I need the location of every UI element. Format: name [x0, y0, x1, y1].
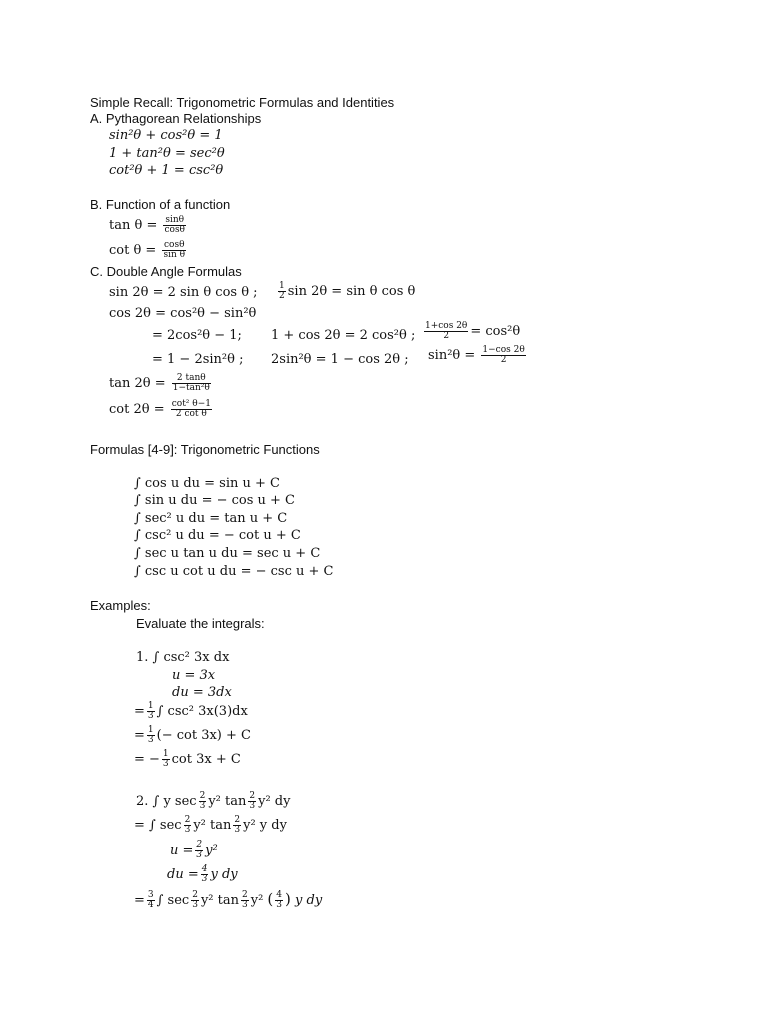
tan-double-angle: tan 2θ = $\frac{2 \tan\theta}{\text{1−tan²θ}}$ [109, 373, 210, 393]
example-1-step-2: = $\frac{1}{3}$ (− cot 3x) + C [134, 725, 251, 745]
cot-double-angle: cot 2θ = $\frac{\text{cot² θ−1}}{\text{2 cot θ}}$ [109, 399, 211, 419]
integral-formula-sec-squared: ∫ sec² u du = tan u + C [134, 511, 288, 526]
example-1-sub-du: du = 3dx [172, 685, 232, 700]
integral-formula-cos: ∫ cos u du = sin u + C [134, 476, 280, 491]
example-2-final-step: = $\frac{3}{4}$ ∫ sec $\frac{2}{3}$ y² tan $\frac{2}{3}$ y² ( $\frac{4}{3}$ ) y dy [134, 890, 323, 910]
example-2-problem: 2. ∫ y sec $\frac{2}{3}$ y² tan $\frac{2}{3}$ y² dy [136, 791, 291, 811]
pythagorean-identity-3: cot²θ + 1 = csc²θ [109, 163, 224, 178]
section-a-title: A. Pythagorean Relationships [90, 111, 262, 126]
cot-fraction: $\frac{\cos\theta}{\text{sin θ}}$ [163, 240, 186, 260]
cot-lhs: cot θ = [109, 243, 157, 258]
sin-squared-half-angle: sin²θ = $\frac{1-\cos 2\theta}{2}$ [428, 345, 525, 365]
tan-quotient-identity [109, 216, 188, 235]
example-2-sub-u: u = $\frac{2}{3}$ y² [170, 840, 218, 860]
section-b-title: B. Function of a function [90, 197, 231, 212]
examples-title: Examples: [90, 598, 151, 613]
example-1-step-1: = $\frac{1}{3}$ ∫ csc² 3x(3)dx [134, 701, 248, 721]
section-c-title: C. Double Angle Formulas [90, 264, 242, 279]
pythagorean-identity-1: sin²θ + cos²θ = 1 [109, 128, 223, 143]
cos-double-angle-form-3: = 1 − 2sin²θ ; [152, 352, 244, 367]
tan-fraction: $\frac{\sin\theta}{\cos\theta}$ [164, 215, 185, 235]
cot-quotient-identity [109, 241, 188, 260]
one-plus-cos-double-angle: 1 + cos 2θ = 2 cos²θ ; [271, 328, 416, 343]
pythagorean-identity-2: 1 + tan²θ = sec²θ [109, 146, 225, 161]
integral-formula-csc-squared: ∫ csc² u du = − cot u + C [134, 528, 301, 543]
example-1-step-3: = − $\frac{1}{3}$ cot 3x + C [134, 749, 241, 769]
page-title: Simple Recall: Trigonometric Formulas and Identities [90, 95, 395, 110]
example-1-problem: 1. ∫ csc² 3x dx [136, 650, 230, 665]
sin-double-angle: sin 2θ = 2 sin θ cos θ ; [109, 285, 258, 300]
integral-formula-csc-cot: ∫ csc u cot u du = − csc u + C [134, 564, 334, 579]
examples-instruction: Evaluate the integrals: [136, 616, 265, 631]
half-sin-double-angle: $\frac{1}{2}$ sin 2θ = sin θ cos θ [279, 281, 416, 301]
integral-formula-sec-tan: ∫ sec u tan u du = sec u + C [134, 546, 321, 561]
example-1-sub-u: u = 3x [172, 668, 216, 683]
integral-formula-sin: ∫ sin u du = − cos u + C [134, 493, 296, 508]
example-2-sub-du: du = $\frac{4}{3}$ y dy [167, 864, 238, 884]
cos-squared-half-angle: $\frac{1+\cos 2\theta}{2}$ = cos²θ [425, 321, 521, 341]
cos-double-angle-form-2: = 2cos²θ − 1; [152, 328, 242, 343]
formulas-title: Formulas [4-9]: Trigonometric Functions [90, 442, 320, 457]
cos-double-angle: cos 2θ = cos²θ − sin²θ [109, 306, 257, 321]
tan-lhs: tan θ = [109, 218, 158, 233]
example-2-rewrite: = ∫ sec $\frac{2}{3}$ y² tan $\frac{2}{3}$ y² y dy [134, 815, 287, 835]
two-sin-squared-identity: 2sin²θ = 1 − cos 2θ ; [271, 352, 409, 367]
